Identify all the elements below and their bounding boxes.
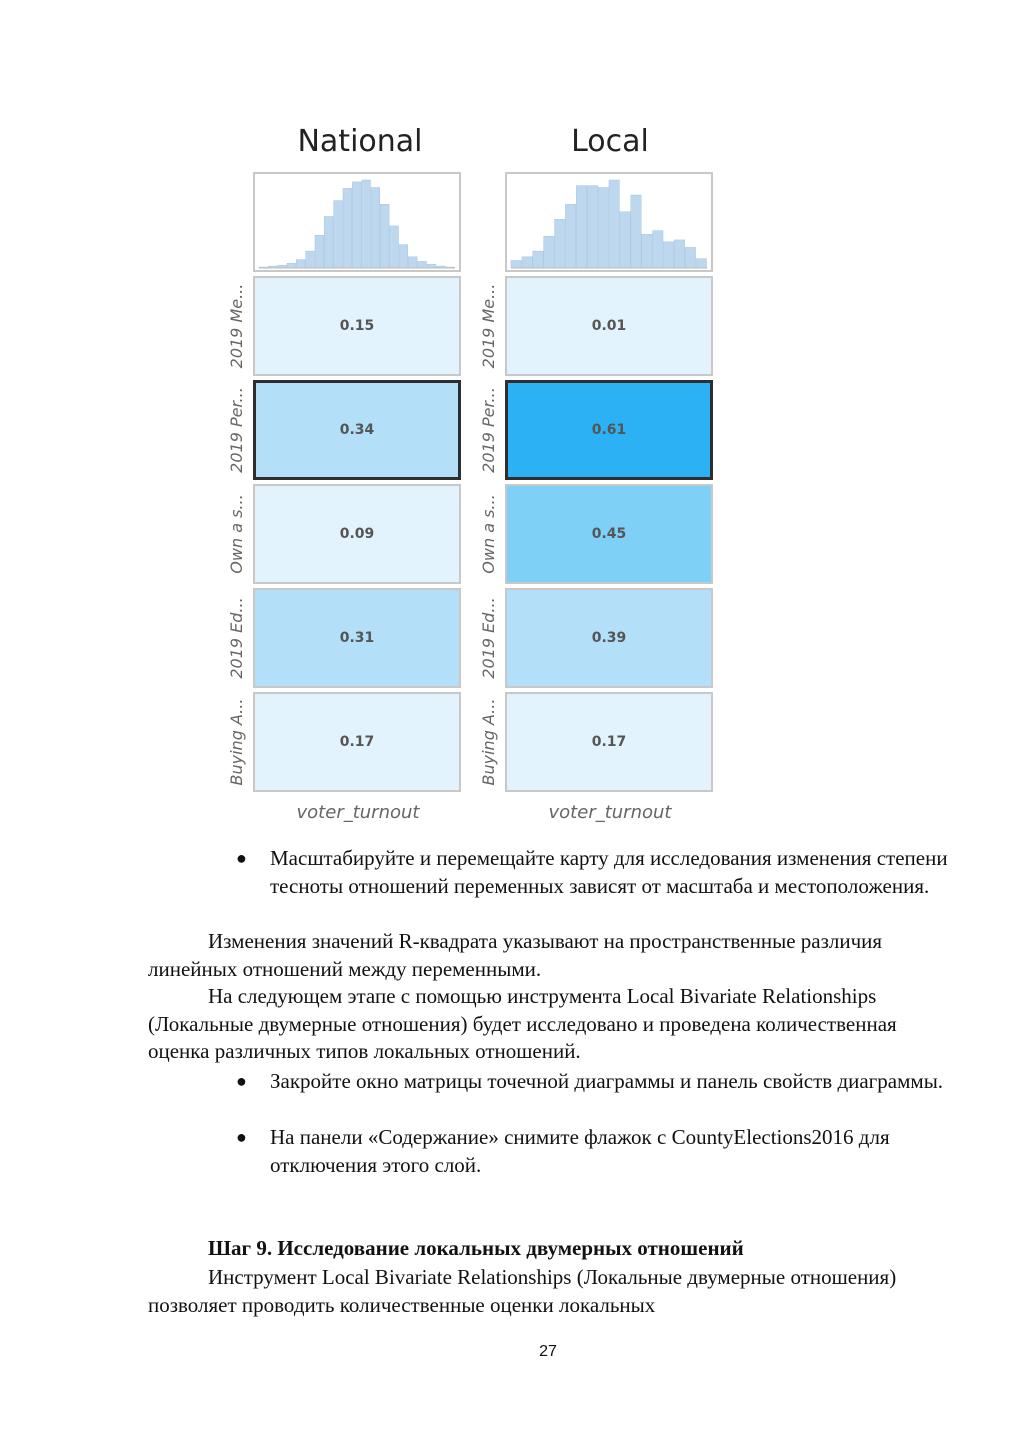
histogram-bar <box>315 235 324 268</box>
histogram-bar <box>287 263 296 268</box>
histogram-bar <box>555 219 565 268</box>
histogram-bar <box>371 188 380 269</box>
histogram-bar <box>296 260 305 268</box>
bullet-marker: ● <box>236 848 247 868</box>
row-label: Buying A... <box>227 698 246 786</box>
cell-value: 0.39 <box>591 630 627 646</box>
paragraph-next-step: На следующем этапе с помощью инструмента Local Bivariate Relationships (Локальные двумерные отношения) будет исследовано и проведена количественная оценка различных типов локальных отношений. <box>148 984 897 1063</box>
histogram-bar <box>418 261 427 268</box>
cell-value: 0.09 <box>339 526 375 542</box>
histogram-bar <box>324 217 333 269</box>
section-heading: Шаг 9. Исследование локальных двумерных отношений <box>208 1236 744 1260</box>
cell-value: 0.15 <box>339 318 375 334</box>
histogram-bar <box>343 188 352 268</box>
bullet-text-close-window: Закройте окно матрицы точечной диаграммы и панель свойств диаграммы. <box>270 1069 944 1093</box>
histogram-bar <box>399 245 408 268</box>
bullet-text-contents-panel: На панели «Содержание» снимите флажок с CountyElections2016 для отключения этого слой. <box>270 1125 890 1177</box>
x-axis-label-national: voter_turnout <box>296 802 420 823</box>
cell-value: 0.17 <box>339 734 375 750</box>
histogram-bar <box>544 236 554 268</box>
cell-value: 0.01 <box>591 318 627 334</box>
histogram-bar <box>352 182 361 268</box>
histogram-bar <box>511 261 521 269</box>
histogram-bar <box>334 201 343 268</box>
bullet-text-zoom-map: Масштабируйте и перемещайте карту для исследования изменения степени тесноты отношений переменных зависят от масштаба и местоположения. <box>270 846 948 898</box>
heatmap-cell[interactable] <box>253 380 461 480</box>
heatmap-cell[interactable] <box>253 484 461 584</box>
x-axis-label-local: voter_turnout <box>548 802 672 823</box>
histogram-bar <box>576 186 586 268</box>
heatmap-cell[interactable] <box>505 588 713 688</box>
scatterplot-matrix-figure <box>200 100 740 840</box>
histogram-bar <box>653 231 663 268</box>
histogram-bar <box>306 251 315 268</box>
histogram-bar <box>427 264 436 268</box>
histogram-bar <box>685 247 695 268</box>
histogram-bar <box>565 204 575 268</box>
row-label: 2019 Per... <box>227 387 246 473</box>
histogram-bar <box>696 259 706 268</box>
heatmap-cell[interactable] <box>505 692 713 792</box>
column-title-national: National <box>297 124 423 159</box>
histogram-bar <box>663 242 673 268</box>
histogram-bar <box>674 240 684 268</box>
histogram-bar <box>609 180 619 268</box>
histogram-bar <box>533 251 543 268</box>
row-label: 2019 Ed... <box>479 597 498 679</box>
row-label: Own a s... <box>479 494 498 574</box>
row-label: 2019 Per... <box>479 387 498 473</box>
row-label: 2019 Me... <box>479 283 498 369</box>
heatmap-cell[interactable] <box>505 276 713 376</box>
heatmap-cell[interactable] <box>253 276 461 376</box>
page-number: 27 <box>539 1343 557 1360</box>
cell-value: 0.45 <box>591 526 627 542</box>
bullet-marker: ● <box>236 1071 247 1091</box>
heatmap-cell[interactable] <box>253 588 461 688</box>
cell-value: 0.61 <box>591 422 627 438</box>
row-label: Own a s... <box>227 494 246 574</box>
paragraph-tool-description: Инструмент Local Bivariate Relationships (Локальные двумерные отношения) позволяет проводить количественные оценки локальных <box>148 1265 897 1317</box>
heatmap-cell[interactable] <box>505 380 713 480</box>
column-title-local: Local <box>571 124 649 159</box>
heatmap-cell[interactable] <box>253 692 461 792</box>
bullet-marker: ● <box>236 1127 247 1147</box>
histogram-national <box>253 172 461 272</box>
cell-value: 0.17 <box>591 734 627 750</box>
histogram-bar <box>587 186 597 268</box>
histogram-bar <box>620 212 630 268</box>
histogram-bar <box>522 257 532 268</box>
histogram-bar <box>408 257 417 268</box>
cell-value: 0.31 <box>339 630 375 646</box>
cell-value: 0.34 <box>339 422 375 438</box>
paragraph-rsquared: Изменения значений R-квадрата указывают на пространственные различия линейных отношений между переменными. <box>148 929 883 981</box>
row-label: 2019 Ed... <box>227 597 246 679</box>
histogram-bar <box>362 180 371 268</box>
histogram-bar <box>642 234 652 268</box>
histogram-bar <box>598 188 608 269</box>
histogram-bar <box>380 204 389 268</box>
row-label: 2019 Me... <box>227 283 246 369</box>
histogram-bar <box>631 195 641 268</box>
histogram-local <box>505 172 713 272</box>
row-label: Buying A... <box>479 698 498 786</box>
histogram-bar <box>390 226 399 268</box>
heatmap-cell[interactable] <box>505 484 713 584</box>
